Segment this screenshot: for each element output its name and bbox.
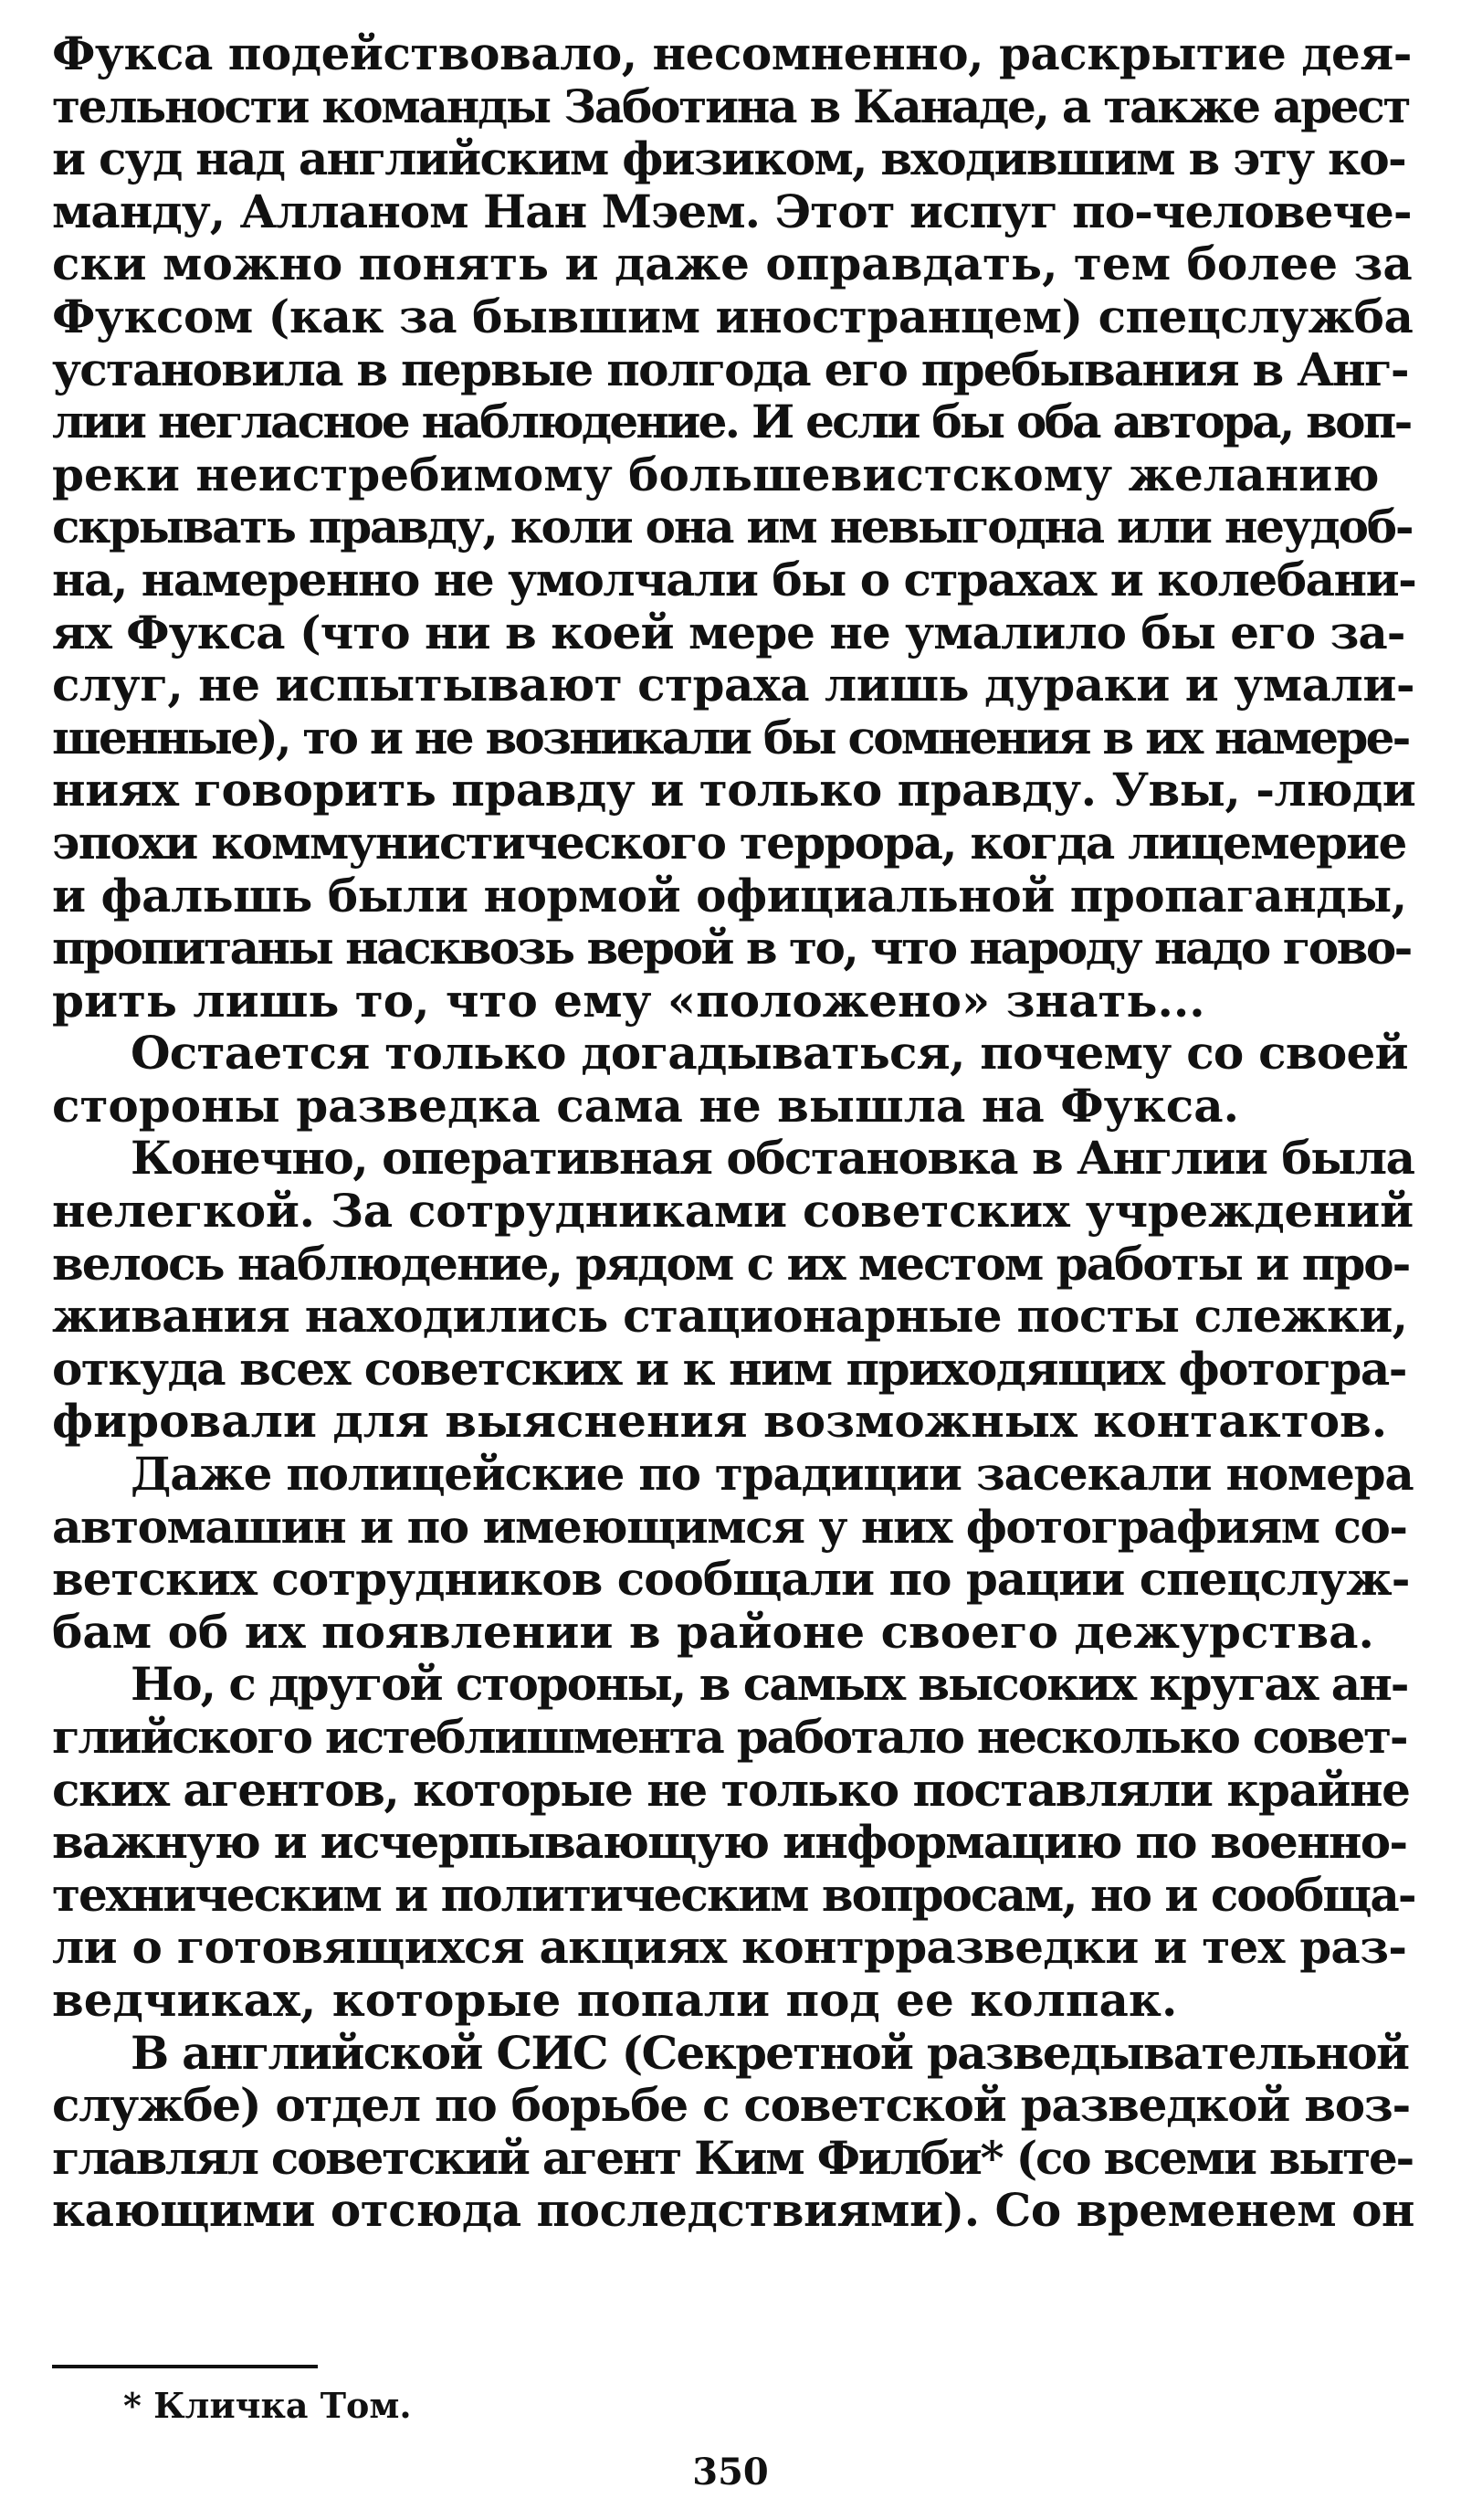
page-number: 350 bbox=[692, 2451, 769, 2494]
paragraph-first-line: Даже полицейские по традиции засекали номера bbox=[131, 1448, 1414, 1501]
text-line: рить лишь то, что ему «положено» знать... bbox=[52, 974, 1205, 1028]
paragraph-first-line: В английской СИС (Секретной разведывательной bbox=[131, 2026, 1409, 2080]
text-line: пропитаны насквозь верой в то, что народу надо гово- bbox=[52, 922, 1411, 975]
body-text bbox=[52, 27, 1415, 2237]
text-line: автомашин и по имеющимся у них фотографиям со- bbox=[52, 1500, 1407, 1554]
text-line: нелегкой. За сотрудниками советских учреждений bbox=[52, 1185, 1414, 1238]
text-line: эпохи коммунистического террора, когда лицемерие bbox=[52, 816, 1406, 870]
text-line: откуда всех советских и к ним приходящих фотогра- bbox=[52, 1342, 1406, 1396]
text-line: ях Фукса (что ни в коей мере не умалило бы его за- bbox=[52, 606, 1405, 659]
text-line: бам об их появлении в районе своего дежурства. bbox=[52, 1605, 1374, 1659]
text-line: главлял советский агент Ким Филби* (со всеми выте- bbox=[52, 2131, 1414, 2185]
text-line: живания находились стационарные посты слежки, bbox=[52, 1290, 1408, 1343]
text-line: фировали для выяснения возможных контактов. bbox=[52, 1395, 1388, 1449]
paragraph-first-line: Но, с другой стороны, в самых высоких кругах ан- bbox=[131, 1658, 1408, 1711]
footnote: * Кличка Том. bbox=[123, 2385, 412, 2426]
text-line: ведчиках, которые попали под ее колпак. bbox=[52, 1973, 1178, 2027]
text-line: Фуксом (как за бывшим иностранцем) спецслужба bbox=[52, 290, 1414, 343]
text-line: манду, Алланом Нан Мэем. Этот испуг по-человече- bbox=[52, 185, 1412, 238]
text-line: ски можно понять и даже оправдать, тем более за bbox=[52, 237, 1413, 290]
text-line: Фукса подействовало, несомненно, раскрытие дея- bbox=[52, 27, 1413, 80]
footnote-divider bbox=[52, 2365, 318, 2368]
text-line: ветских сотрудников сообщали по рации спецслуж- bbox=[52, 1553, 1410, 1606]
text-line: ниях говорить правду и только правду. Увы, ‑люди bbox=[52, 764, 1415, 817]
text-line: реки неистребимому большевистскому желанию bbox=[52, 448, 1380, 501]
text-line: техническим и политическим вопросам, но и сообща- bbox=[52, 1868, 1415, 1922]
paragraph-first-line: Конечно, оперативная обстановка в Англии была bbox=[131, 1132, 1414, 1186]
text-line: глийского истеблишмента работало несколько совет- bbox=[52, 1711, 1407, 1764]
text-line: службе) отдел по борьбе с советской разведкой воз- bbox=[52, 2079, 1410, 2132]
text-line: шенные), то и не возникали бы сомнения в их намере- bbox=[52, 711, 1409, 764]
text-line: стороны разведка сама не вышла на Фукса. bbox=[52, 1079, 1240, 1133]
text-line: ли о готовящихся акциях контрразведки и тех раз- bbox=[52, 1921, 1407, 1974]
text-line: на, намеренно не умолчали бы о страхах и колебани- bbox=[52, 553, 1415, 606]
text-line: скрывать правду, коли она им невыгодна или неудоб- bbox=[52, 501, 1413, 554]
text-line: кающими отсюда последствиями). Со временем он bbox=[52, 2184, 1415, 2237]
text-line: и фальшь были нормой официальной пропаганды, bbox=[52, 869, 1407, 923]
text-line: и суд над английским физиком, входившим в эту ко- bbox=[52, 132, 1405, 185]
text-line: лии негласное наблюдение. И если бы оба автора, воп- bbox=[52, 395, 1411, 448]
paragraph-first-line: Остается только догадываться, почему со своей bbox=[131, 1027, 1408, 1080]
text-line: ских агентов, которые не только поставляли крайне bbox=[52, 1763, 1410, 1817]
text-line: тельности команды Заботина в Канаде, а также арест bbox=[52, 79, 1410, 133]
text-line: установила в первые полгода его пребывания в Анг- bbox=[52, 343, 1408, 396]
text-line: велось наблюдение, рядом с их местом работы и про- bbox=[52, 1237, 1410, 1291]
text-line: слуг, не испытывают страха лишь дураки и умали- bbox=[52, 659, 1415, 712]
text-line: важную и исчерпывающую информацию по военно- bbox=[52, 1816, 1407, 1869]
